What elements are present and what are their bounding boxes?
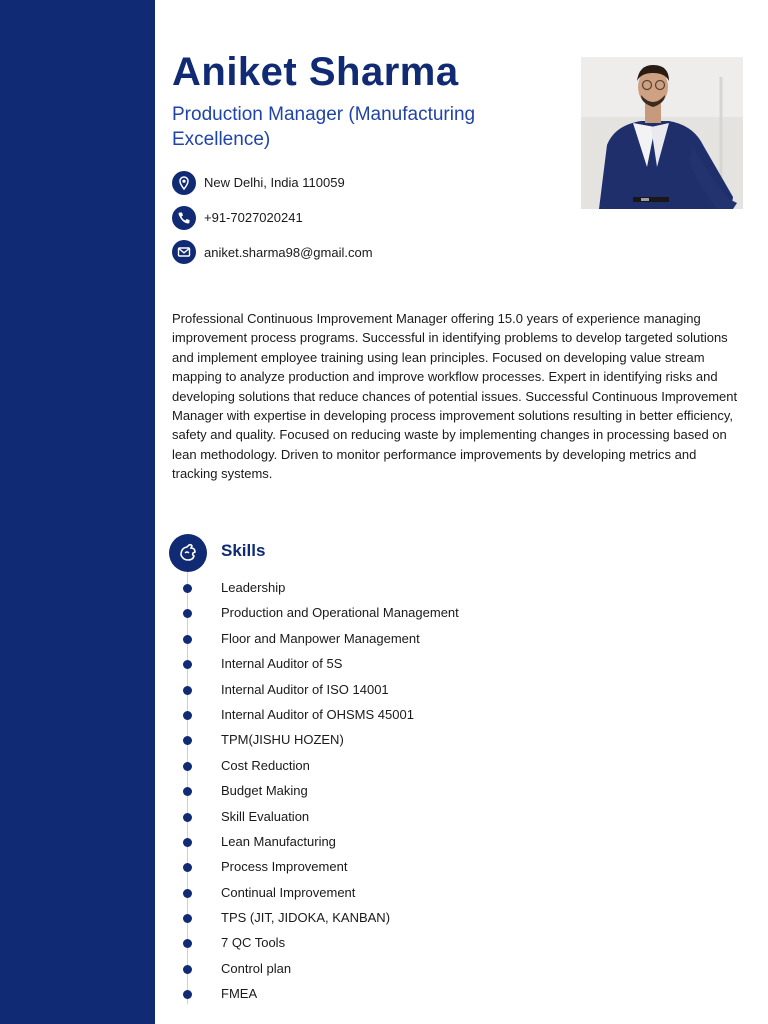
- skill-item: [0, 779, 768, 804]
- bullet-dot: [183, 914, 192, 923]
- bullet-dot: [183, 736, 192, 745]
- skill-label: Production and Operational Management: [221, 605, 459, 621]
- skill-item: [0, 754, 768, 779]
- skill-item: [0, 576, 768, 601]
- phone-icon: [172, 206, 196, 230]
- bullet-dot: [183, 609, 192, 618]
- skill-item: [0, 601, 768, 626]
- portrait-illustration: [581, 57, 743, 209]
- skill-item: [0, 678, 768, 703]
- bullet-dot: [183, 965, 192, 974]
- skill-label: TPS (JIT, JIDOKA, KANBAN): [221, 910, 391, 926]
- contact-phone: [172, 206, 303, 230]
- location-text: New Delhi, India 110059: [204, 175, 345, 190]
- puzzle-hand-icon: [169, 534, 207, 572]
- bullet-dot: [183, 635, 192, 644]
- skill-item: [0, 982, 768, 1007]
- profile-photo: [581, 57, 743, 209]
- skill-label: Internal Auditor of OHSMS 45001: [221, 706, 414, 722]
- skill-item: [0, 627, 768, 652]
- envelope-icon: [172, 240, 196, 264]
- skill-label: Internal Auditor of ISO 14001: [221, 681, 389, 697]
- skill-label: Process Improvement: [221, 859, 348, 875]
- skill-label: FMEA: [221, 986, 258, 1002]
- candidate-title: Production Manager (Manufacturing Excellence): [172, 104, 476, 150]
- skill-item: [0, 931, 768, 956]
- skill-item: [0, 805, 768, 830]
- email-text[interactable]: aniket.sharma98@gmail.com: [204, 245, 373, 260]
- skill-label: Control plan: [221, 960, 292, 976]
- skill-label: TPM(JISHU HOZEN): [221, 732, 344, 748]
- bullet-dot: [183, 584, 192, 593]
- bullet-dot: [183, 838, 192, 847]
- skills-list: [0, 576, 768, 1008]
- skill-label: Budget Making: [221, 783, 308, 799]
- bullet-dot: [183, 787, 192, 796]
- bullet-dot: [183, 813, 192, 822]
- skill-item: [0, 906, 768, 931]
- bullet-dot: [183, 990, 192, 999]
- skill-item: [0, 728, 768, 753]
- skill-item: [0, 703, 768, 728]
- skill-item: [0, 855, 768, 880]
- skill-label: Floor and Manpower Management: [221, 630, 420, 646]
- professional-summary: Professional Continuous Improvement Manager offering 15.0 years of experience managing improvement process programs. Successful in identifying problems to develop targeted solutions and implement employee training using lean principles. Focused on developing value stream mapping to analyze production and improve workflow processes. Expert in identifying risks and developing solutions that reduce chances of potential issues. Successful Continuous Improvement Manager with expertise in developing process improvement solutions resulting in better efficiency, safety and quality. Focused on reducing waste by implementing changes in processing based on lean methodology. Driven to monitor performance improvements by developing metrics and tracking systems.: [172, 311, 738, 482]
- contact-location: [172, 171, 345, 195]
- phone-text: +91-7027020241: [204, 210, 303, 225]
- candidate-name: Aniket Sharma: [172, 50, 459, 94]
- bullet-dot: [183, 660, 192, 669]
- skill-label: Internal Auditor of 5S: [221, 656, 343, 672]
- bullet-dot: [183, 889, 192, 898]
- skill-label: Leadership: [221, 580, 286, 595]
- map-pin-icon: [172, 171, 196, 195]
- bullet-dot: [183, 686, 192, 695]
- bullet-dot: [183, 711, 192, 720]
- bullet-dot: [183, 863, 192, 872]
- skill-label: Lean Manufacturing: [221, 833, 336, 849]
- contact-email: [172, 240, 374, 266]
- skill-label: Continual Improvement: [221, 884, 356, 900]
- skill-item: [0, 652, 768, 677]
- skill-label: Cost Reduction: [221, 757, 310, 773]
- skill-label: Skill Evaluation: [221, 808, 310, 824]
- skills-heading: Skills: [221, 541, 266, 560]
- skill-item: [0, 830, 768, 855]
- skill-item: [0, 957, 768, 982]
- bullet-dot: [183, 762, 192, 771]
- bullet-dot: [183, 939, 192, 948]
- skill-label: 7 QC Tools: [221, 935, 286, 951]
- skill-item: [0, 881, 768, 906]
